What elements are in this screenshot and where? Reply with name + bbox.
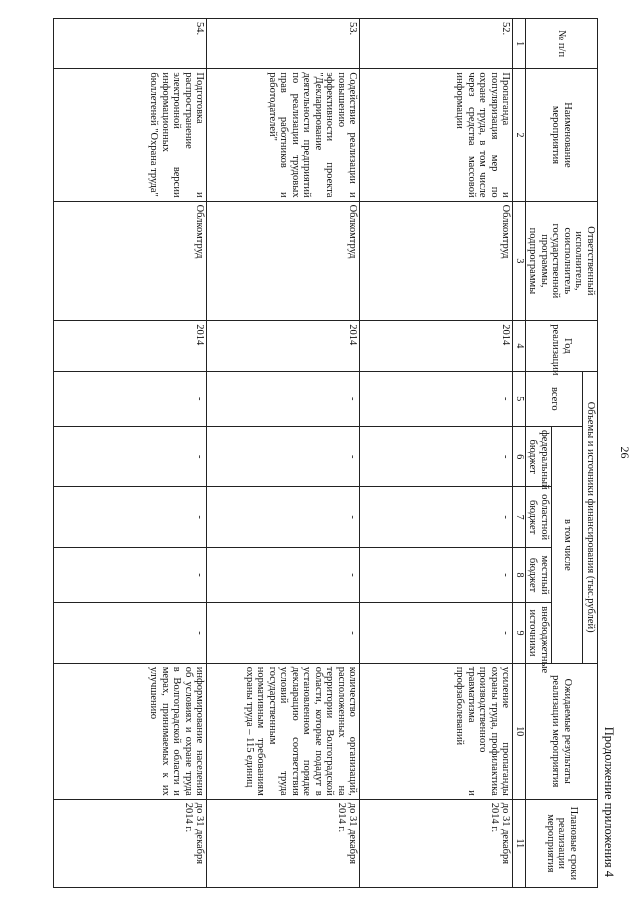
funding-total: - bbox=[360, 371, 513, 426]
funding-federal: - bbox=[360, 426, 513, 486]
table-row bbox=[207, 19, 360, 888]
column-number: 5 bbox=[513, 371, 526, 426]
funding-federal: - bbox=[207, 426, 360, 486]
row-number: 53. bbox=[207, 19, 360, 69]
executor: Облкомтруд bbox=[54, 201, 207, 321]
page-number: 26 bbox=[618, 446, 632, 459]
executor: Облкомтруд bbox=[207, 201, 360, 321]
column-number: 2 bbox=[513, 69, 526, 201]
row-number: 54. bbox=[54, 19, 207, 69]
funding-regional: - bbox=[360, 487, 513, 547]
funding-local: - bbox=[207, 547, 360, 602]
header-num: № п/п bbox=[526, 19, 598, 69]
header-extrabudget: внебюджетные источники bbox=[526, 603, 552, 663]
measures-table bbox=[54, 18, 599, 888]
funding-total: - bbox=[54, 371, 207, 426]
header-year: Год реализации bbox=[526, 321, 598, 371]
funding-local: - bbox=[54, 547, 207, 602]
column-number: 10 bbox=[513, 663, 526, 799]
funding-federal: - bbox=[54, 426, 207, 486]
column-number: 6 bbox=[513, 426, 526, 486]
header-results: Ожидаемые результаты реализации мероприятия bbox=[526, 663, 598, 799]
appendix-continuation-label: Продолжение приложения 4 bbox=[602, 726, 616, 877]
expected-result: усиление пропаганды охраны труда, профилактика производственного травматизма и профзаболеваний bbox=[360, 663, 513, 799]
deadline: до 31 декабря 2014 г. bbox=[207, 799, 360, 887]
column-number: 3 bbox=[513, 201, 526, 321]
header-total: всего bbox=[526, 371, 584, 426]
header-funding: Объемы и источники финансирования (тыс.рублей) bbox=[583, 371, 598, 663]
column-number: 11 bbox=[513, 799, 526, 887]
header-regional: областной бюджет bbox=[526, 487, 552, 547]
header-local: местный бюджет bbox=[526, 547, 552, 602]
year: 2014 bbox=[207, 321, 360, 371]
measure-name: Подготовка и распространение электронной версии информационных бюллетеней "Охрана труда" bbox=[54, 69, 207, 201]
header-federal: федеральный бюджет bbox=[526, 426, 552, 486]
executor: Облкомтруд bbox=[360, 201, 513, 321]
table-row bbox=[360, 19, 513, 888]
table-row bbox=[54, 19, 207, 888]
funding-extrabudget: - bbox=[360, 603, 513, 663]
funding-regional: - bbox=[207, 487, 360, 547]
column-number: 8 bbox=[513, 547, 526, 602]
funding-total: - bbox=[207, 371, 360, 426]
year: 2014 bbox=[54, 321, 207, 371]
column-number: 7 bbox=[513, 487, 526, 547]
funding-local: - bbox=[360, 547, 513, 602]
funding-extrabudget: - bbox=[54, 603, 207, 663]
expected-result: количество организаций, расположенных на территории Волгоградской области, которые подадут в установленном порядке декларацию соответствия условий труда государственным нормативным требованиям охраны труда – 115 единиц bbox=[207, 663, 360, 799]
deadline: до 31 декабря 2014 г. bbox=[360, 799, 513, 887]
expected-result: информирование населения об условиях и охране труда в Волгоградской области и мерах, принимаемых к их улучшению bbox=[54, 663, 207, 799]
row-number: 52. bbox=[360, 19, 513, 69]
funding-extrabudget: - bbox=[207, 603, 360, 663]
column-number-row bbox=[513, 19, 526, 888]
header-including: в том числе bbox=[552, 426, 584, 663]
header-executor: Ответственный исполнитель, соисполнитель государственной программы, подпрограммы bbox=[526, 201, 598, 321]
measure-name: Содействие реализации и повышению эффективности проекта "Декларирование деятельности предприятий по реализации трудовых прав работников и работодателей" bbox=[207, 69, 360, 201]
column-number: 4 bbox=[513, 321, 526, 371]
year: 2014 bbox=[360, 321, 513, 371]
deadline: до 31 декабря 2014 г. bbox=[54, 799, 207, 887]
measure-name: Пропаганда и популяризация мер по охране труда, в том числе через средства массовой информации bbox=[360, 69, 513, 201]
column-number: 1 bbox=[513, 19, 526, 69]
column-number: 9 bbox=[513, 603, 526, 663]
header-name: Наименование мероприятия bbox=[526, 69, 598, 201]
header-deadlines: Плановые сроки реализации мероприятия bbox=[526, 799, 598, 887]
funding-regional: - bbox=[54, 487, 207, 547]
